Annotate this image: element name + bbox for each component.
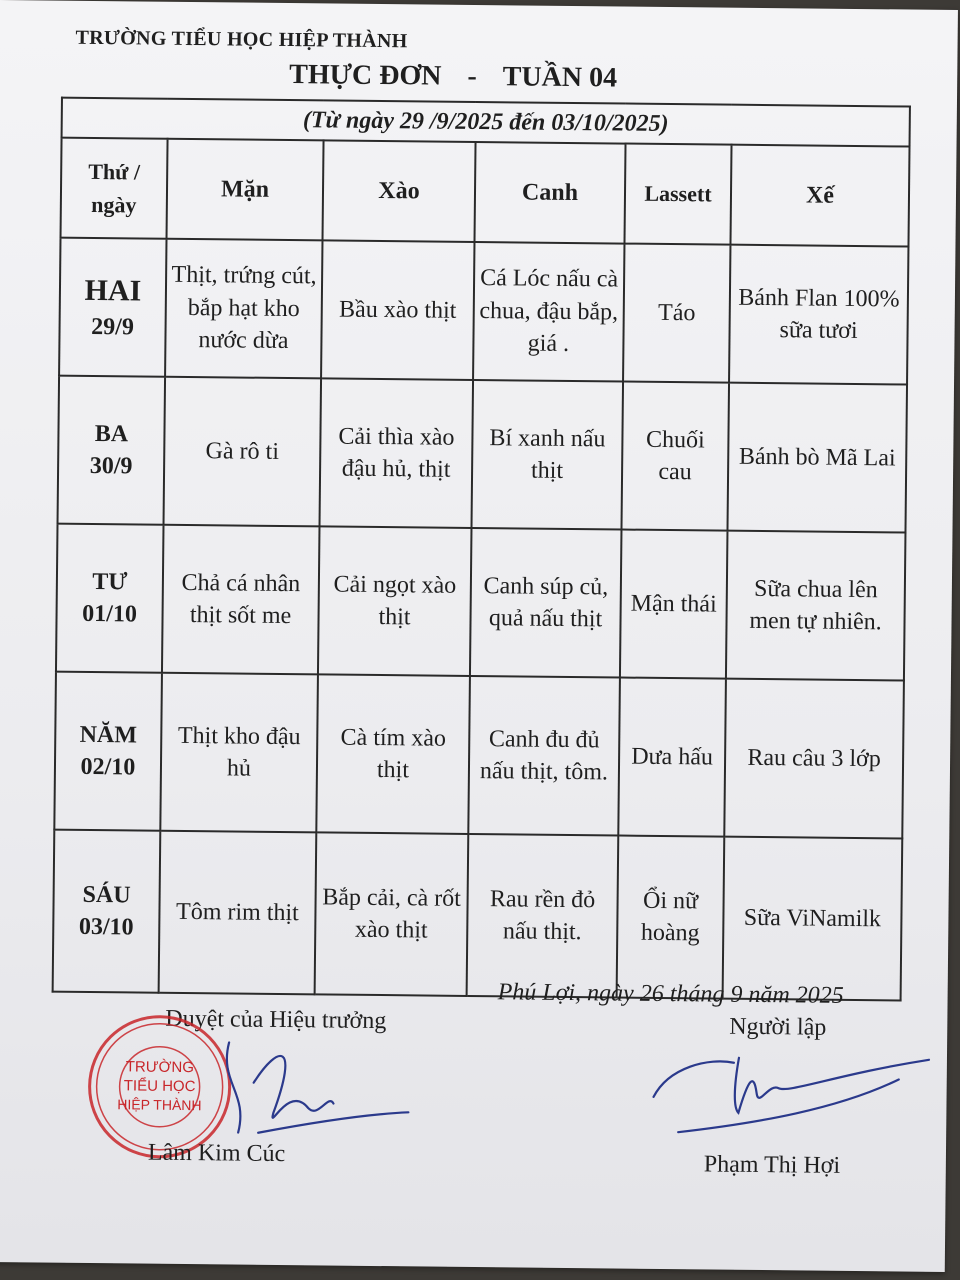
table-row [58, 376, 908, 533]
approver-name: Lâm Kim Cúc [147, 1139, 286, 1168]
xe-cell: Sữa chua lên men tự nhiên. [726, 531, 906, 681]
column-header-canh: Canh [474, 142, 625, 244]
xe-cell: Bánh Flan 100% sữa tươi [729, 245, 908, 385]
column-header-lassett: Lassett [624, 144, 731, 245]
day-cell [58, 376, 166, 525]
place-date: Phú Lợi, ngày 26 tháng 9 năm 2025 [497, 979, 844, 1009]
day-date: 29/9 [91, 314, 135, 341]
xe-cell: Sữa ViNamilk [723, 837, 903, 1001]
seal-line-1: TRƯỜNG [125, 1058, 195, 1077]
lassett-cell: Chuối cau [621, 382, 729, 531]
table-row [56, 524, 906, 681]
day-date: 30/9 [89, 452, 133, 480]
day-name: TƯ [92, 568, 128, 595]
canh-cell: Rau rền đỏ nấu thịt. [467, 834, 619, 998]
column-header-xao: Xào [323, 140, 476, 242]
weekly-menu-table [52, 97, 911, 1002]
day-cell [56, 524, 164, 673]
header-row [61, 138, 910, 247]
xao-cell: Bầu xào thịt [321, 240, 474, 380]
man-cell: Chả cá nhân thịt sốt me [162, 525, 320, 675]
canh-cell: Canh đu đủ nấu thịt, tôm. [468, 676, 620, 836]
xao-cell: Cải ngọt xào thịt [318, 526, 472, 676]
table-row [53, 830, 903, 1001]
lassett-cell: Mận thái [620, 530, 728, 679]
seal-line-2: TIỂU HỌC [123, 1077, 196, 1096]
table-row [59, 238, 908, 385]
canh-cell: Cá Lóc nấu cà chua, đậu bắp, giá . [473, 242, 624, 382]
xao-cell: Cải thìa xào đậu hủ, thịt [320, 378, 474, 528]
title-menu: THỰC ĐƠN [289, 59, 442, 92]
day-date: 01/10 [82, 600, 138, 628]
day-cell [54, 672, 162, 831]
day-name: BA [94, 420, 129, 447]
canh-cell: Canh súp củ, quả nấu thịt [470, 528, 622, 678]
day-header-line1: Thứ / [88, 158, 141, 185]
date-range: (Từ ngày 29 /9/2025 đến 03/10/2025) [62, 98, 910, 147]
xe-cell: Rau câu 3 lớp [724, 679, 904, 839]
day-name: NĂM [79, 721, 138, 749]
day-name: SÁU [82, 881, 131, 909]
maker-name: Phạm Thị Hợi [703, 1151, 841, 1179]
man-cell: Gà rô ti [164, 377, 322, 527]
day-date: 02/10 [80, 753, 136, 781]
lassett-cell: Ổi nữ hoàng [617, 836, 725, 999]
man-cell: Tôm rim thịt [159, 831, 317, 995]
day-header-line2: ngày [91, 191, 137, 218]
day-cell [59, 238, 166, 377]
man-cell: Thịt kho đậu hủ [160, 673, 318, 833]
school-name: TRƯỜNG TIỂU HỌC HIỆP THÀNH [75, 26, 408, 53]
lassett-cell: Táo [623, 244, 730, 383]
lassett-cell: Dưa hấu [618, 678, 726, 837]
title-separator: - [467, 60, 477, 92]
man-cell: Thịt, trứng cút, bắp hạt kho nước dừa [165, 239, 322, 379]
maker-label: Người lập [729, 1013, 827, 1041]
day-cell [53, 830, 161, 993]
xao-cell: Cà tím xào thịt [316, 674, 470, 834]
maker-signature [638, 1037, 939, 1150]
column-header-xe: Xế [730, 145, 909, 247]
day-date: 03/10 [78, 913, 134, 941]
page-title [289, 59, 617, 94]
xao-cell: Bắp cải, cà rốt xào thịt [315, 832, 469, 996]
canh-cell: Bí xanh nấu thịt [471, 380, 623, 530]
column-header-man: Mặn [167, 139, 324, 241]
table-row [54, 672, 904, 839]
seal-line-3: HIỆP THÀNH [117, 1096, 202, 1114]
xe-cell: Bánh bò Mã Lai [727, 383, 907, 533]
column-header-day [61, 138, 168, 239]
day-name: HAI [84, 273, 142, 308]
approve-label: Duyệt của Hiệu trưởng [165, 1005, 387, 1035]
title-week: TUẦN 04 [502, 61, 618, 94]
